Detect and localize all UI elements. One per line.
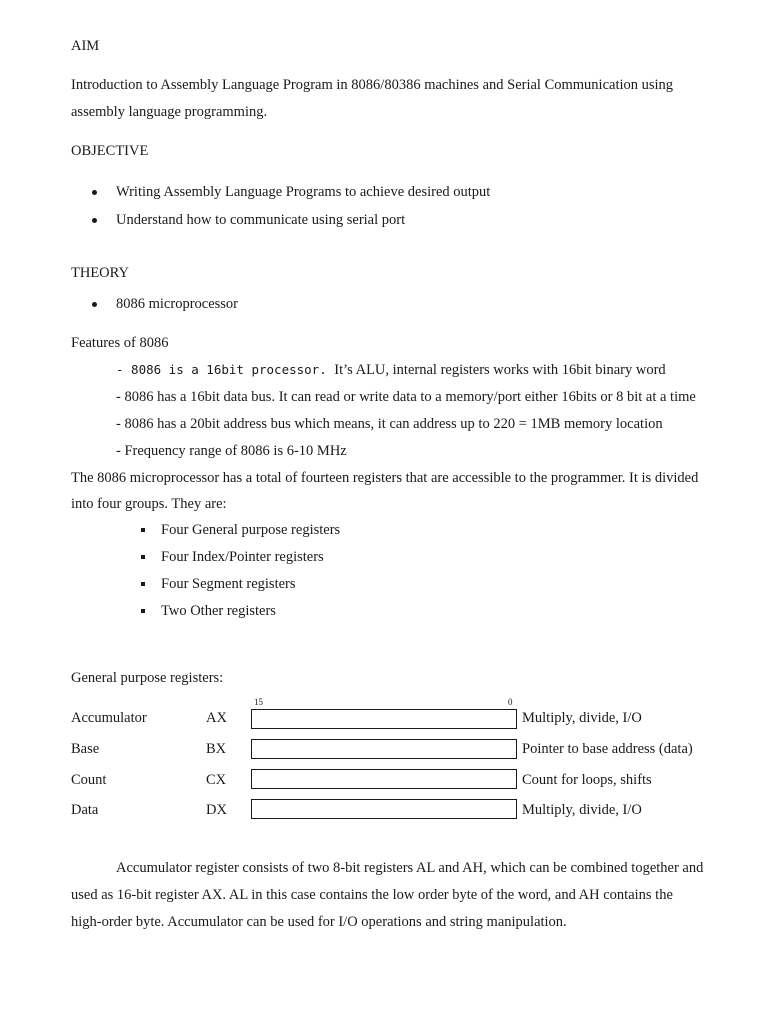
accumulator-para-line-1: Accumulator register consists of two 8-bit registers AL and AH, which can be combined together and	[116, 860, 704, 876]
aim-text-line-2: assembly language programming.	[71, 104, 268, 120]
register-group-4: Two Other registers	[161, 603, 276, 619]
register-code-cx: CX	[206, 772, 227, 788]
objective-item-2: Understand how to communicate using serial port	[116, 212, 406, 228]
feature-line-1	[116, 361, 666, 379]
feature-line-1-part-a: - 8086 is a 16bit processor.	[116, 362, 335, 377]
square-bullet-icon	[141, 528, 145, 532]
feature-line-1-part-b: It’s ALU, internal registers works with 16bit binary word	[334, 362, 666, 378]
features-heading: Features of 8086	[71, 335, 169, 351]
register-group-1: Four General purpose registers	[161, 522, 341, 538]
feature-line-2: - 8086 has a 16bit data bus. It can read or write data to a memory/port either 16bits or 8 bit at a time	[116, 389, 696, 405]
register-name-bx: Base	[71, 741, 100, 757]
register-desc-cx: Count for loops, shifts	[522, 772, 652, 788]
accumulator-para-line-3: high-order byte. Accumulator can be used for I/O operations and string manipulation.	[71, 914, 567, 930]
bullet-icon	[92, 190, 97, 195]
feature-line-3: - 8086 has a 20bit address bus which means, it can address up to 220 = 1MB memory location	[116, 416, 663, 432]
aim-text-line-1: Introduction to Assembly Language Program in 8086/80386 machines and Serial Communication using	[71, 77, 674, 93]
register-name-cx: Count	[71, 772, 107, 788]
register-desc-dx: Multiply, divide, I/O	[522, 802, 642, 818]
square-bullet-icon	[141, 555, 145, 559]
registers-intro-line-1: The 8086 microprocessor has a total of fourteen registers that are accessible to the programmer. It is divided	[71, 470, 699, 486]
bit-low-label: 0	[508, 697, 513, 707]
objective-heading: OBJECTIVE	[71, 143, 149, 159]
bit-high-label: 15	[254, 697, 263, 707]
register-code-dx: DX	[206, 802, 227, 818]
register-box-bx	[251, 739, 517, 759]
register-name-ax: Accumulator	[71, 710, 147, 726]
feature-line-4: - Frequency range of 8086 is 6-10 MHz	[116, 443, 347, 459]
bullet-icon	[92, 302, 97, 307]
register-name-dx: Data	[71, 802, 99, 818]
register-box-cx	[251, 769, 517, 789]
register-group-3: Four Segment registers	[161, 576, 296, 592]
register-desc-ax: Multiply, divide, I/O	[522, 710, 642, 726]
register-code-ax: AX	[206, 710, 227, 726]
register-box-dx	[251, 799, 517, 819]
objective-item-1: Writing Assembly Language Programs to achieve desired output	[116, 184, 491, 200]
square-bullet-icon	[141, 609, 145, 613]
register-desc-bx: Pointer to base address (data)	[522, 741, 693, 757]
register-box-ax	[251, 709, 517, 729]
registers-intro-line-2: into four groups. They are:	[71, 496, 227, 512]
register-group-2: Four Index/Pointer registers	[161, 549, 324, 565]
theory-item-1: 8086 microprocessor	[116, 296, 239, 312]
accumulator-para-line-2: used as 16-bit register AX. AL in this case contains the low order byte of the word, and AH contains the	[71, 887, 673, 903]
theory-heading: THEORY	[71, 265, 129, 281]
square-bullet-icon	[141, 582, 145, 586]
register-code-bx: BX	[206, 741, 227, 757]
bullet-icon	[92, 218, 97, 223]
aim-heading: AIM	[71, 38, 100, 54]
gp-registers-heading: General purpose registers:	[71, 670, 224, 686]
